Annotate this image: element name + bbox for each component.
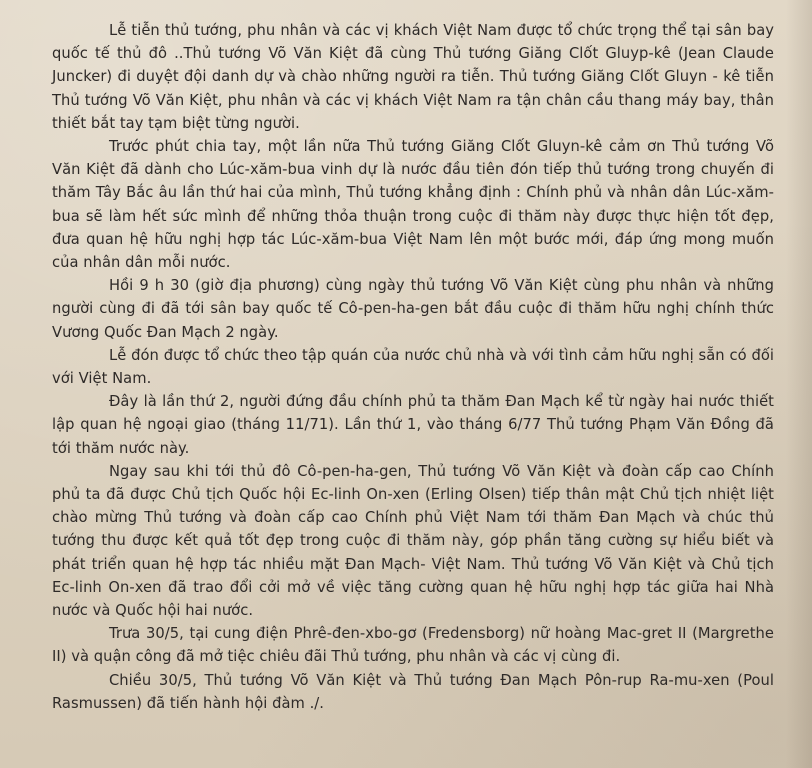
paragraph-royal-banquet: Trưa 30/5, tại cung điện Phrê-đen-xbo-gơ (Fredensborg) nữ hoàng Mac-gret II (Margrethe II) và quận công đã mở tiệc chiêu đãi Thủ tướng, phu nhân và các vị cùng đi. bbox=[52, 625, 774, 666]
paragraph-departure-ceremony: Lễ tiễn thủ tướng, phu nhân và các vị khách Việt Nam được tổ chức trọng thể tại sân bay quốc tế thủ đô ..Thủ tướng Võ Văn Kiệt đã cùng Thủ tướng Giăng Clốt Gluyp-kê (Jean Claude Juncker) đi duyệt đội danh dự và chào những người ra tiễn. Thủ tướng Giăng Clốt Gluyn - kê tiễn Thủ tướng Võ Văn Kiệt, phu nhân và các vị khách Việt Nam ra tận chân cầu thang máy bay, thân thiết bắt tay tạm biệt từng người. bbox=[52, 22, 774, 132]
paragraph-second-visit: Đây là lần thứ 2, người đứng đầu chính phủ ta thăm Đan Mạch kể từ ngày hai nước thiết lập quan hệ ngoại giao (tháng 11/71). Lần thứ 1, vào tháng 6/77 Thủ tướng Phạm Văn Đồng đã tới thăm nước này. bbox=[52, 393, 774, 457]
paragraph-arrival-copenhagen: Hồi 9 h 30 (giờ địa phương) cùng ngày thủ tướng Võ Văn Kiệt cùng phu nhân và những người cùng đi đã tới sân bay quốc tế Cô-pen-ha-gen bắt đầu cuộc đi thăm hữu nghị chính thức Vương Quốc Đan Mạch 2 ngày. bbox=[52, 277, 774, 341]
paragraph-farewell-thanks: Trước phút chia tay, một lần nữa Thủ tướng Giăng Clốt Gluyn-kê cảm ơn Thủ tướng Võ Văn Kiệt đã dành cho Lúc-xăm-bua vinh dự là nước đầu tiên đón tiếp thủ tướng trong chuyến đi thăm Tây Bắc âu lần thứ hai của mình, Thủ tướng khẳng định : Chính phủ và nhân dân Lúc-xăm-bua sẽ làm hết sức mình để những thỏa thuận trong cuộc đi thăm này được thực hiện tốt đẹp, đưa quan hệ hữu nghị hợp tác Lúc-xăm-bua Việt Nam lên một bước mới, đáp ứng mong muốn của nhân dân mỗi nước. bbox=[52, 138, 774, 272]
paragraph-parliament-meeting: Ngay sau khi tới thủ đô Cô-pen-ha-gen, Thủ tướng Võ Văn Kiệt và đoàn cấp cao Chính phủ ta đã được Chủ tịch Quốc hội Ec-linh On-xen (Erling Olsen) tiếp thân mật Chủ tịch nhiệt liệt chào mừng Thủ tướng và đoàn cấp cao Chính phủ Việt Nam tới thăm Đan Mạch và chúc thủ tướng thu được kết quả tốt đẹp trong cuộc đi thăm này, góp phần tăng cường sự hiểu biết và phát triển quan hệ hợp tác nhiều mặt Đan Mạch- Việt Nam. Thủ tướng Võ Văn Kiệt và Chủ tịch Ec-linh On-xen đã trao đổi cởi mở về việc tăng cường quan hệ hữu nghị hợp tác giữa hai Nhà nước và Quốc hội hai nước. bbox=[52, 462, 774, 620]
paragraph-talks: Chiều 30/5, Thủ tướng Võ Văn Kiệt và Thủ tướng Đan Mạch Pôn-rup Ra-mu-xen (Poul Rasmussen) đã tiến hành hội đàm ./. bbox=[52, 671, 774, 712]
paragraph-welcome-ceremony: Lễ đón được tổ chức theo tập quán của nước chủ nhà và với tình cảm hữu nghị sẵn có đối với Việt Nam. bbox=[52, 346, 774, 388]
